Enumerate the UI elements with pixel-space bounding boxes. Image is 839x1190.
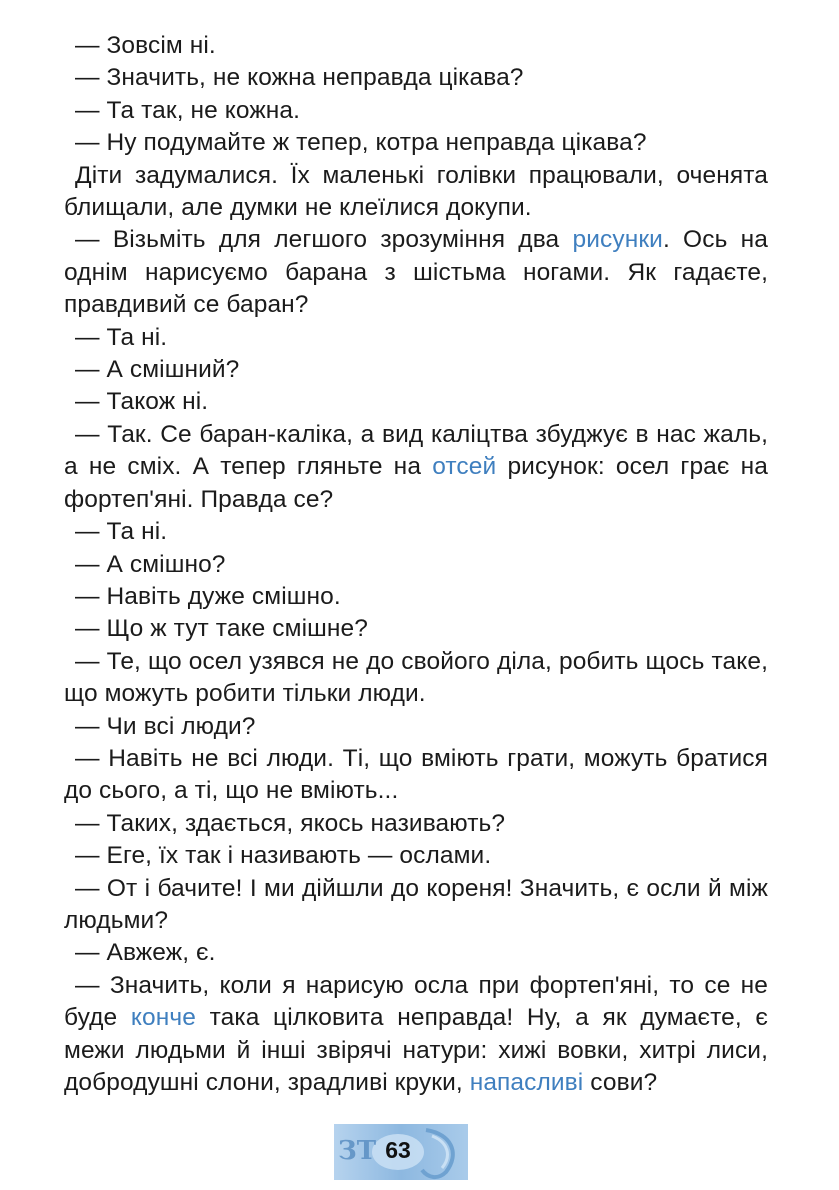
paragraph: [64, 873, 768, 938]
highlighted-word: напасливі: [469, 1069, 584, 1096]
paragraph: [64, 62, 768, 94]
paragraph: [64, 808, 768, 840]
text-segment: — Ну подумайте ж тепер, котра неправда цікава?: [75, 129, 647, 157]
paragraph: [64, 743, 768, 808]
text-segment: — Та ні.: [75, 518, 168, 546]
text-segment: — Також ні.: [75, 388, 209, 416]
text-segment: — А смішний?: [75, 356, 240, 384]
paragraph: [64, 970, 768, 1100]
paragraph: [64, 127, 768, 159]
paragraph: [64, 386, 768, 418]
paragraph: [64, 224, 768, 321]
text-segment: — Еге, їх так і називають — ослами.: [75, 842, 492, 870]
page-footer: [334, 1124, 468, 1180]
text-segment: Діти задумалися. Їх маленькі голівки працювали, оченята блищали, але думки не клеїлися докупи.: [64, 161, 768, 222]
paragraph: [64, 419, 768, 516]
paragraph: [64, 711, 768, 743]
text-segment: — Навіть не всі люди. Ті, що вміють грати, можуть братися до сього, а ті, що не вміють...: [64, 744, 768, 805]
highlighted-word: отсей: [432, 453, 497, 481]
paragraph: [64, 516, 768, 548]
text-segment: така цілковита неправда! Ну, а як думаєте, є межи людьми й інші звірячі натури: хижі вовки, хитрі лиси, добродушні слони, зрадливі круки,: [64, 1004, 768, 1096]
text-segment: — А смішно?: [75, 550, 226, 578]
paragraph: [64, 95, 768, 127]
paragraph: [64, 549, 768, 581]
logo-text: ЗТ: [338, 1136, 377, 1166]
highlighted-word: конче: [130, 1004, 196, 1032]
text-segment: — От і бачите! І ми дійшли до кореня! Значить, є осли й між людьми?: [64, 874, 768, 934]
text-segment: . Ось на однім нарисуємо барана з шістьма ногами. Як гадаєте, правдивий се баран?: [64, 226, 768, 319]
text-segment: — Зовсім ні.: [75, 32, 216, 59]
highlighted-word: рисунки: [572, 226, 663, 254]
paragraph: [64, 354, 768, 386]
paragraph: [64, 646, 768, 711]
paragraph: [64, 160, 768, 225]
paragraph: [64, 30, 768, 62]
text-segment: — Так. Се баран-каліка, а вид каліцтва збуджує в нас жаль, а не сміх. А тепер гляньте на: [64, 420, 768, 481]
text-segment: — Значить, не кожна неправда цікава?: [75, 64, 524, 92]
paragraph: [64, 937, 768, 969]
text-segment: — Та ні.: [75, 323, 168, 351]
text-segment: — Та так, не кожна.: [75, 96, 301, 124]
text-segment: — Навіть дуже смішно.: [75, 582, 341, 610]
paragraph: [64, 581, 768, 613]
text-segment: — Візьміть для легшого зрозуміння два: [75, 226, 573, 254]
text-segment: — Значить, коли я нарисую осла при фортеп'яні, то се не буде: [64, 971, 768, 1032]
text-segment: — Чи всі люди?: [75, 712, 256, 740]
text-segment: — Таких, здається, якось називають?: [75, 809, 506, 837]
paragraph: [64, 322, 768, 354]
paragraph: [64, 613, 768, 645]
text-segment: — Що ж тут таке смішне?: [75, 615, 368, 643]
paragraph: [64, 840, 768, 872]
page-text: [64, 30, 768, 1099]
text-segment: рисунок: осел грає на фортеп'яні. Правда се?: [64, 453, 768, 513]
page-number: 63: [385, 1137, 411, 1163]
text-segment: сови?: [583, 1069, 658, 1096]
text-segment: — Авжеж, є.: [75, 939, 216, 967]
text-segment: — Те, що осел узявся не до свойого діла, робить щось таке, що можуть робити тільки люди.: [64, 647, 768, 708]
